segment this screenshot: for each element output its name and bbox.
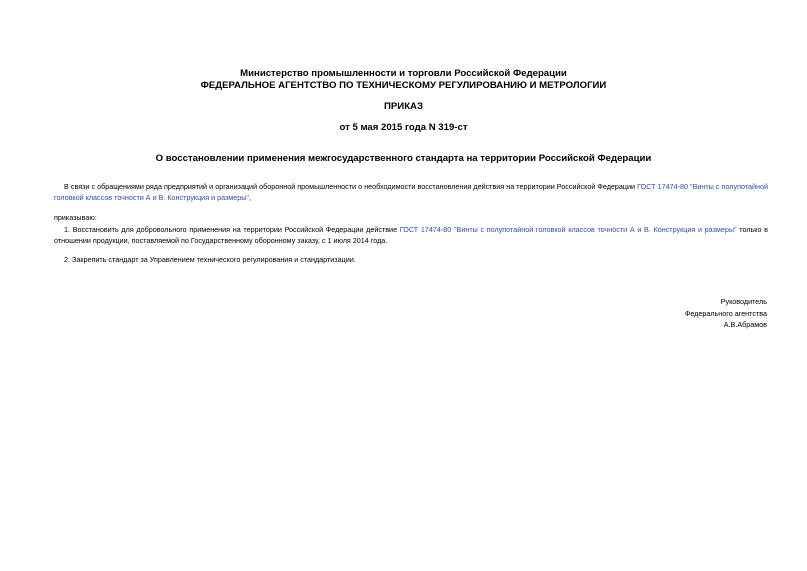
ministry-name: Министерство промышленности и торговли Российской Федерации [240,68,567,79]
intro-paragraph [54,182,768,203]
item1-text: 1. Восстановить для добровольного применения на территории Российской Федерации действие [64,225,400,234]
signature-agency: Федерального агентства [684,309,767,318]
gost-link-intro[interactable]: ГОСТ 17474-80 "Винты с полупотайной головкой классов точности А и В. Конструкция и размеры" [54,182,769,202]
document-type: ПРИКАЗ [384,101,423,112]
document-subject: О восстановлении применения межгосударственного стандарта на территории Российской Федерации [155,153,652,164]
intro-end: , [248,192,251,202]
order-item-1 [54,225,768,246]
signature-name: А.В.Абрамов [723,320,767,329]
order-word-text: приказываю: [54,213,97,222]
intro-text: В связи с обращениями ряда предприятий и организаций оборонной промышленности о необходимости восстановления действия на территории Российской Федерации [64,182,638,191]
signature-title: Руководитель [720,297,767,306]
order-word [54,213,768,224]
gost-link-item1[interactable]: ГОСТ 17474-80 "Винты с полупотайной головкой классов точности А и В. Конструкция и размеры" [399,225,737,234]
item2-text: 2. Закрепить стандарт за Управлением технического регулирования и стандартизации. [64,255,356,264]
agency-name: ФЕДЕРАЛЬНОЕ АГЕНТСТВО ПО ТЕХНИЧЕСКОМУ РЕГУЛИРОВАНИЮ И МЕТРОЛОГИИ [200,80,607,91]
item1-end: только в отношении продукции, поставляемой по Государственному оборонному заказу, с 1 июля 2014 года. [54,225,769,245]
order-item-2 [54,255,768,266]
document-date-number: от 5 мая 2015 года N 319-ст [339,122,468,133]
